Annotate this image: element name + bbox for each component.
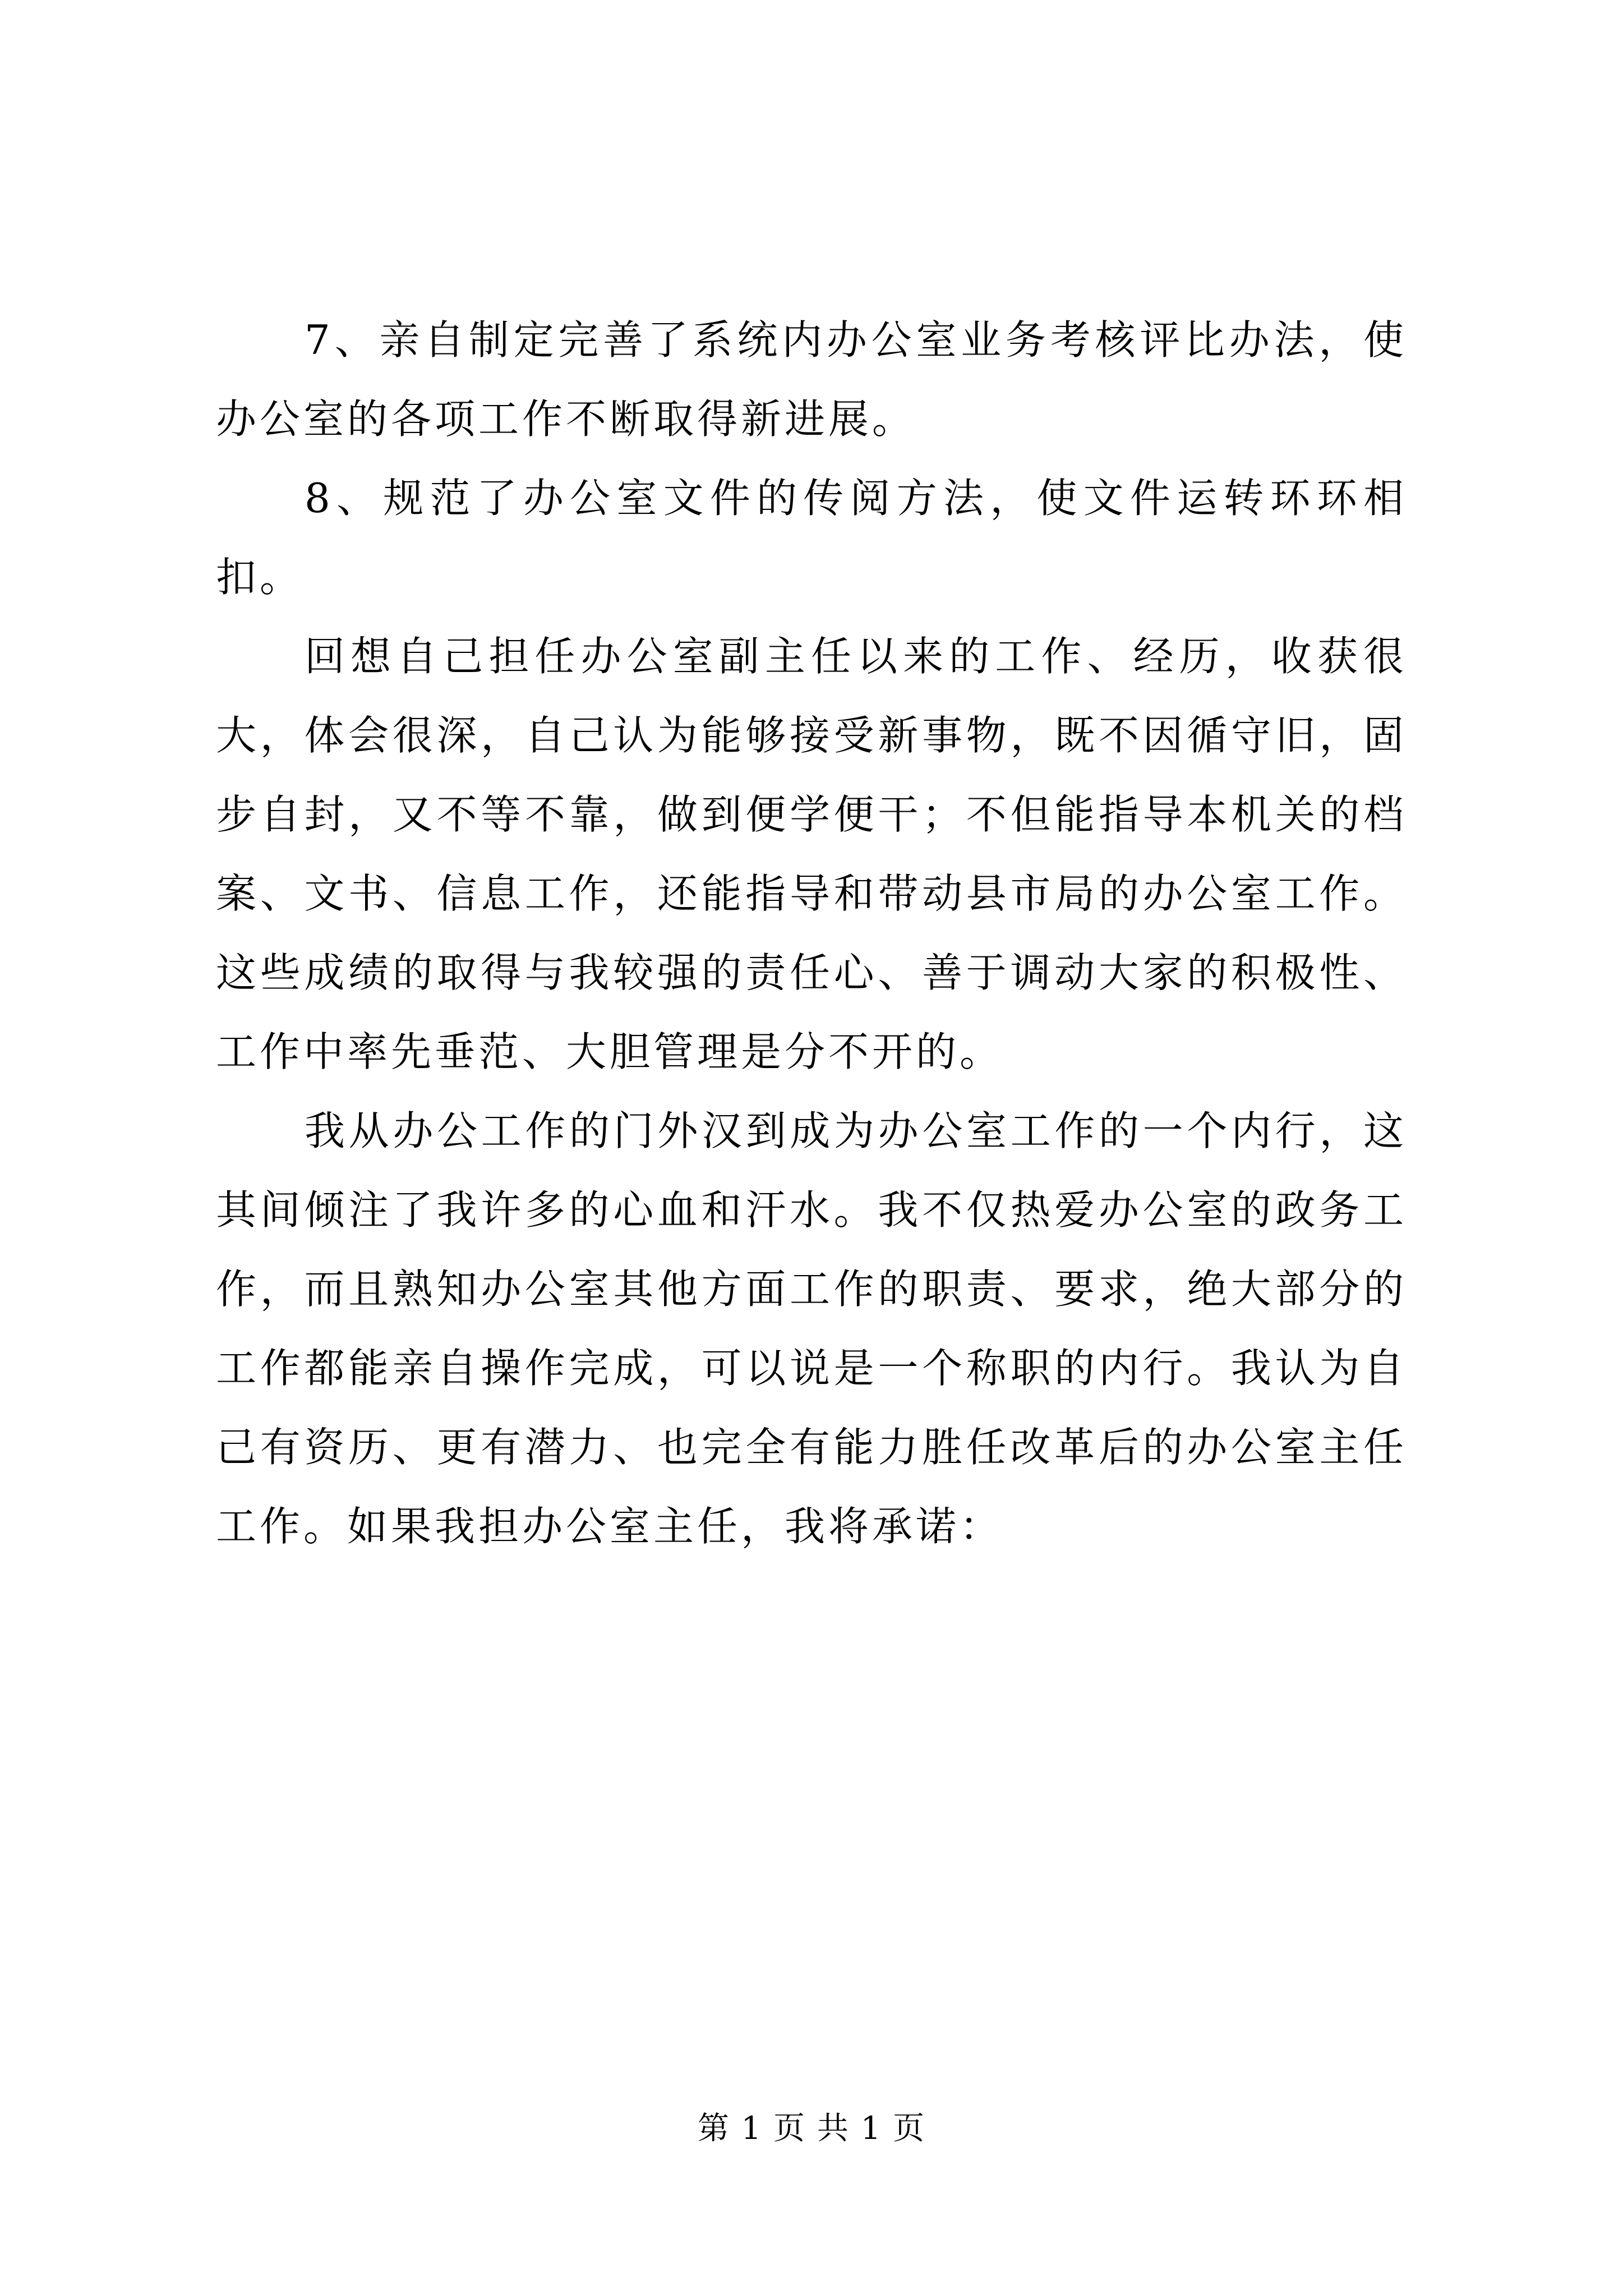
- paragraph-reflection: 回想自己担任办公室副主任以来的工作、经历，收获很大，体会很深，自己认为能够接受新事物，既不因循守旧，固步自封，又不等不靠，做到便学便干；不但能指导本机关的档案、文书、信息工作，还能指导和带动县市局的办公室工作。这些成绩的取得与我较强的责任心、善于调动大家的积极性、工作中率先垂范、大胆管理是分不开的。: [216, 633, 1407, 1075]
- paragraph-item-7: 7、亲自制定完善了系统内办公室业务考核评比办法，使办公室的各项工作不断取得新进展。: [216, 316, 1407, 443]
- page-footer: 第 1 页 共 1 页: [697, 2110, 926, 2147]
- paragraph-commitment: 我从办公工作的门外汉到成为办公室工作的一个内行，这其间倾注了我许多的心血和汗水。我不仅热爱办公室的政务工作，而且熟知办公室其他方面工作的职责、要求，绝大部分的工作都能亲自操作完成，可以说是一个称职的内行。我认为自己有资历、更有潜力、也完全有能力胜任改革后的办公室主任工作。如果我担办公室主任，我将承诺：: [216, 1107, 1407, 1550]
- paragraph-item-8: 8、规范了办公室文件的传阅方法，使文件运转环环相扣。: [216, 475, 1407, 601]
- document-body: [216, 301, 1407, 1566]
